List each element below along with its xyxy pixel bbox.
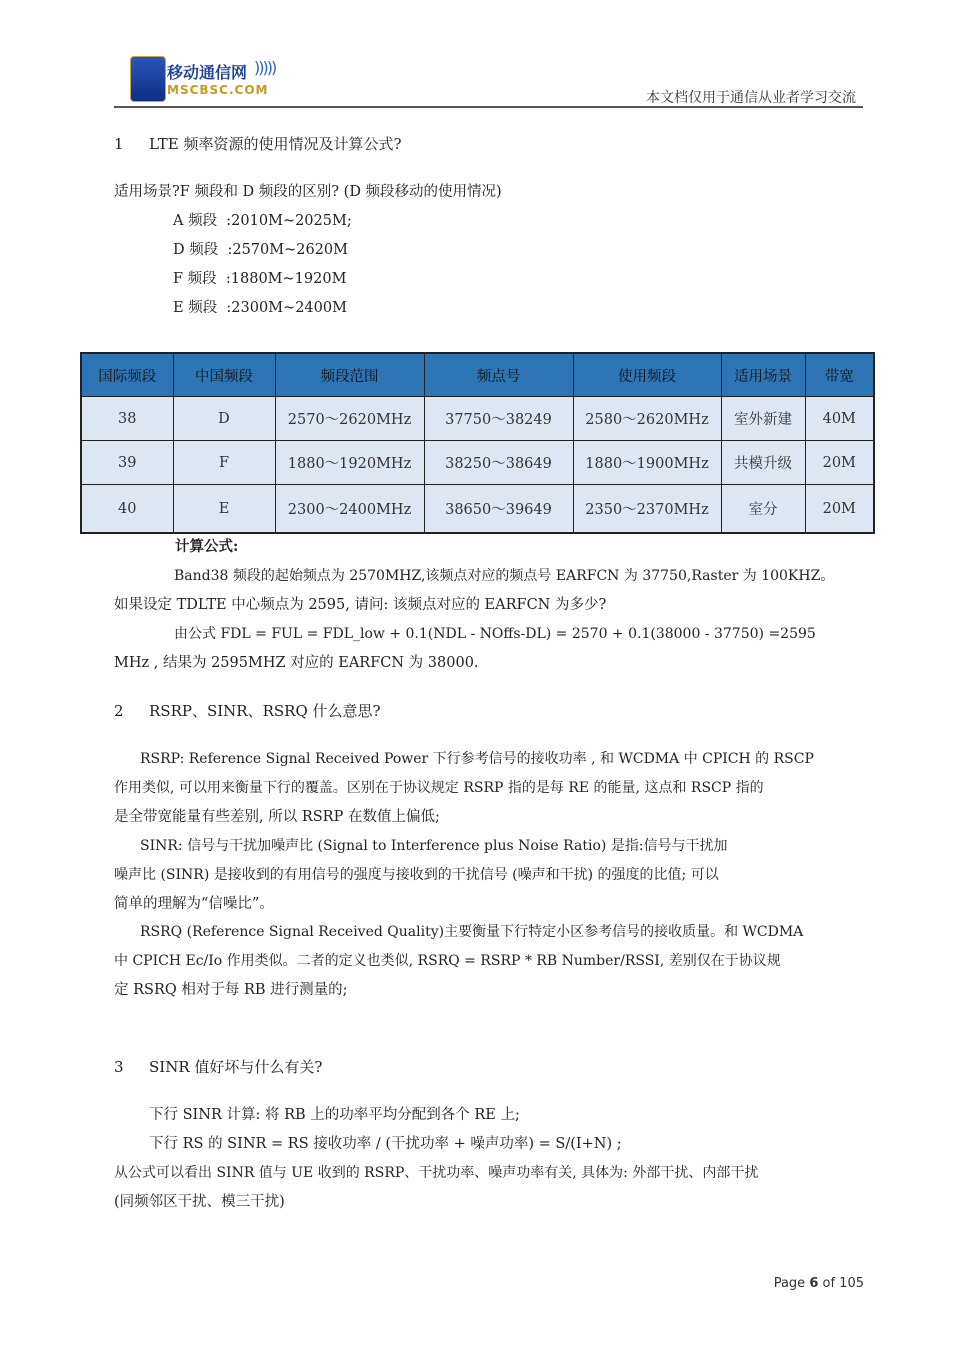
table-cell: 室外新建 <box>721 397 805 441</box>
calc-line-4: MHz , 结果为 2595MHZ 对应的 EARFCN 为 38000. <box>114 655 479 671</box>
table-cell: 20M <box>805 441 874 485</box>
table-cell: 38650～39649 <box>424 485 573 534</box>
frequency-band-table <box>80 352 875 534</box>
table-cell: E <box>173 485 275 534</box>
section-1-intro: 适用场景?F 频段和 D 频段的区别? (D 频段移动的使用情况) <box>114 184 502 200</box>
band-line-f: F 频段 :1880M~1920M <box>173 271 347 287</box>
col-header-intl-band: 国际频段 <box>81 353 173 397</box>
rsrp-line-2: 作用类似, 可以用来衡量下行的覆盖。区别在于协议规定 RSRP 指的是每 RE 的能量, 这点和 RSCP 指的 <box>114 780 764 796</box>
section-1-heading: LTE 频率资源的使用情况及计算公式? <box>149 135 402 153</box>
rsrq-line-3: 定 RSRQ 相对于每 RB 进行测量的; <box>114 982 348 998</box>
logo-badge-icon <box>130 56 166 102</box>
page-current: 6 <box>809 1276 819 1291</box>
section-2-number: 2 <box>114 702 124 720</box>
signal-waves-icon: ))))) <box>254 58 276 77</box>
rsrp-line-1: RSRP: Reference Signal Received Power 下行参考信号的接收功率 , 和 WCDMA 中 CPICH 的 RSCP <box>140 751 814 767</box>
table-cell: 1880～1900MHz <box>573 441 721 485</box>
header-note: 本文档仅用于通信从业者学习交流 <box>646 90 856 106</box>
col-header-scenario: 适用场景 <box>721 353 805 397</box>
table-cell: 2580～2620MHz <box>573 397 721 441</box>
table-cell: 38250～38649 <box>424 441 573 485</box>
table-cell: 2350～2370MHz <box>573 485 721 534</box>
page-number <box>774 1276 864 1291</box>
table-cell: F <box>173 441 275 485</box>
rsrq-line-2: 中 CPICH Ec/Io 作用类似。二者的定义也类似, RSRQ = RSRP * RB Number/RSSI, 差别仅在于协议规 <box>114 953 781 969</box>
sinr-calc-line-3: 从公式可以看出 SINR 值与 UE 收到的 RSRP、干扰功率、噪声功率有关, 具体为: 外部干扰、内部干扰 <box>114 1165 759 1181</box>
section-3-number: 3 <box>114 1058 124 1076</box>
header-divider <box>114 106 863 108</box>
table-cell: 39 <box>81 441 173 485</box>
rsrq-line-1: RSRQ (Reference Signal Received Quality)主要衡量下行特定小区参考信号的接收质量。和 WCDMA <box>140 924 804 940</box>
table-cell: 1880～1920MHz <box>275 441 424 485</box>
col-header-range: 频段范围 <box>275 353 424 397</box>
page-suffix: of 105 <box>822 1276 864 1291</box>
calc-line-1: Band38 频段的起始频点为 2570MHZ,该频点对应的频点号 EARFCN 为 37750,Raster 为 100KHZ。 <box>174 568 835 584</box>
col-header-cn-band: 中国频段 <box>173 353 275 397</box>
col-header-used-band: 使用频段 <box>573 353 721 397</box>
logo-cn-text: 移动通信网 <box>167 63 248 82</box>
section-3-heading: SINR 值好坏与什么有关? <box>149 1058 323 1076</box>
table-cell: D <box>173 397 275 441</box>
calc-line-2: 如果设定 TDLTE 中心频点为 2595, 请问: 该频点对应的 EARFCN 为多少? <box>114 597 607 613</box>
band-line-d: D 频段 :2570M~2620M <box>173 242 348 258</box>
sinr-calc-line-2: 下行 RS 的 SINR = RS 接收功率 / (干扰功率 + 噪声功率) = S/(I+N) ; <box>149 1136 622 1152</box>
section-1-number: 1 <box>114 135 124 153</box>
page-prefix: Page <box>773 1276 806 1291</box>
table-row <box>81 485 874 534</box>
logo-en-text: MSCBSC.COM <box>167 83 269 97</box>
col-header-bandwidth: 带宽 <box>805 353 874 397</box>
col-header-earfcn: 频点号 <box>424 353 573 397</box>
calc-title: 计算公式: <box>175 538 239 555</box>
table-cell: 40 <box>81 485 173 534</box>
sinr-line-1: SINR: 信号与干扰加噪声比 (Signal to Interference plus Noise Ratio) 是指:信号与干扰加 <box>140 838 728 854</box>
sinr-calc-line-1: 下行 SINR 计算: 将 RB 上的功率平均分配到各个 RE 上; <box>149 1107 520 1123</box>
table-cell: 20M <box>805 485 874 534</box>
table-cell: 共模升级 <box>721 441 805 485</box>
band-line-a: A 频段 :2010M~2025M; <box>173 213 352 229</box>
sinr-line-2: 噪声比 (SINR) 是接收到的有用信号的强度与接收到的干扰信号 (噪声和干扰) 的强度的比值; 可以 <box>114 867 719 883</box>
rsrp-line-3: 是全带宽能量有些差别, 所以 RSRP 在数值上偏低; <box>114 809 440 825</box>
table-cell: 38 <box>81 397 173 441</box>
table-cell: 室分 <box>721 485 805 534</box>
table-row <box>81 441 874 485</box>
band-line-e: E 频段 :2300M~2400M <box>173 300 347 316</box>
site-logo[interactable] <box>122 52 312 102</box>
calc-line-3: 由公式 FDL = FUL = FDL_low + 0.1(NDL - NOffs-DL) = 2570 + 0.1(38000 - 37750) =2595 <box>174 626 816 642</box>
table-cell: 2300～2400MHz <box>275 485 424 534</box>
table-cell: 40M <box>805 397 874 441</box>
section-2-heading: RSRP、SINR、RSRQ 什么意思? <box>149 702 381 720</box>
table-header-row <box>81 353 874 397</box>
table-cell: 2570～2620MHz <box>275 397 424 441</box>
table-row <box>81 397 874 441</box>
table-cell: 37750～38249 <box>424 397 573 441</box>
sinr-calc-line-4: (同频邻区干扰、模三干扰) <box>114 1194 285 1210</box>
sinr-line-3: 简单的理解为“信噪比”。 <box>114 896 274 912</box>
